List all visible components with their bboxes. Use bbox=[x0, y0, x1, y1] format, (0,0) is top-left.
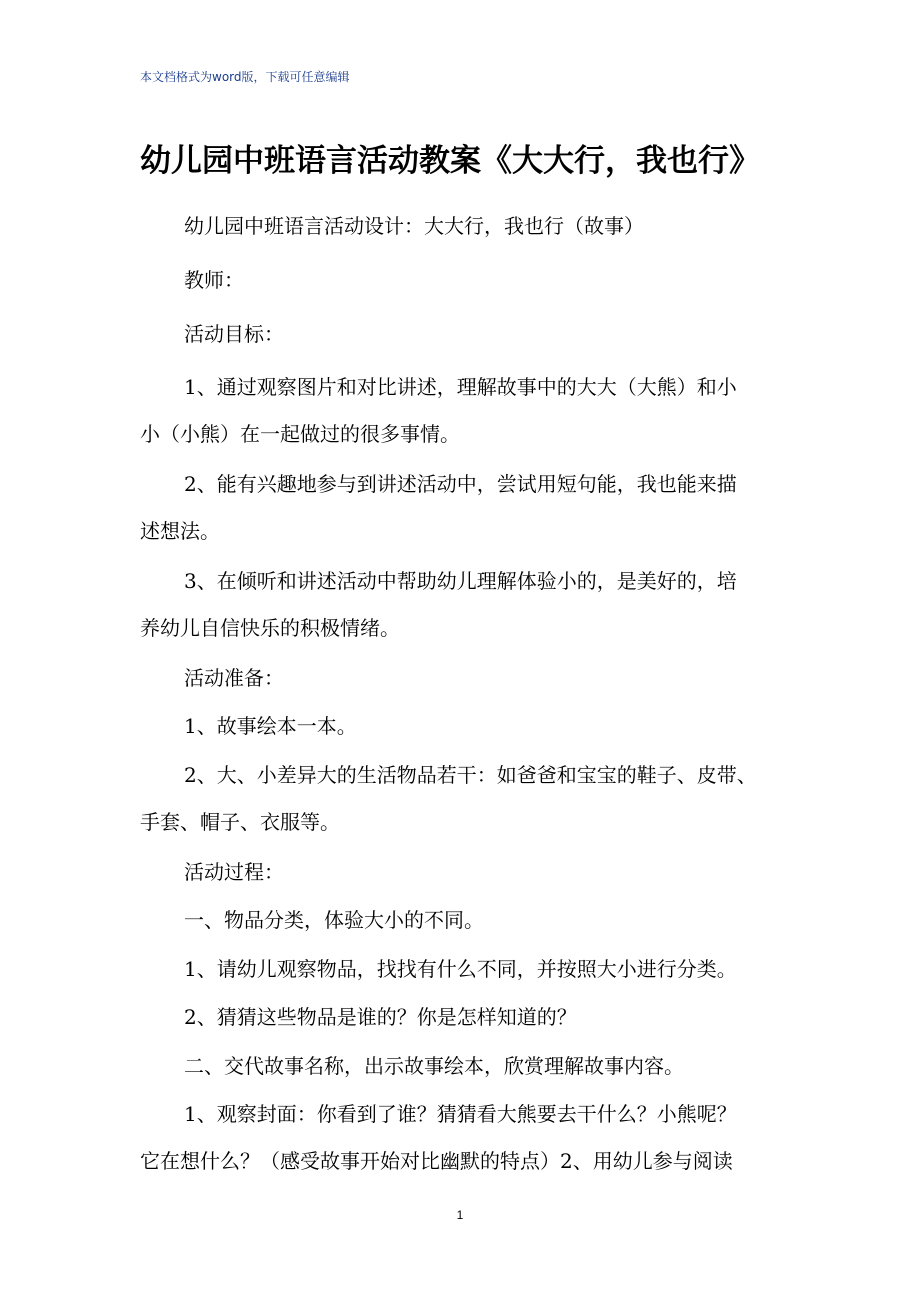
body-paragraph-continued: 小（小熊）在一起做过的很多事情。 bbox=[140, 422, 460, 446]
body-paragraph: 幼儿园中班语言活动设计：大大行，我也行（故事） bbox=[184, 214, 644, 238]
body-paragraph: 3、在倾听和讲述活动中帮助幼儿理解体验小的，是美好的，培 bbox=[184, 569, 737, 593]
body-paragraph: 2、猜猜这些物品是谁的？你是怎样知道的？ bbox=[184, 1005, 577, 1029]
page-number: 1 bbox=[456, 1208, 464, 1222]
body-paragraph-continued: 手套、帽子、衣服等。 bbox=[140, 810, 340, 834]
body-paragraph-continued: 述想法。 bbox=[140, 519, 220, 543]
body-paragraph: 1、通过观察图片和对比讲述，理解故事中的大大（大熊）和小 bbox=[184, 375, 737, 399]
body-paragraph: 1、观察封面：你看到了谁？猜猜看大熊要去干什么？小熊呢？ bbox=[184, 1102, 737, 1126]
document-title: 幼儿园中班语言活动教案《大大行，我也行》 bbox=[140, 143, 760, 179]
body-paragraph-continued: 它在想什么？（感受故事开始对比幽默的特点）2、用幼儿参与阅读 bbox=[140, 1149, 733, 1173]
body-paragraph: 2、能有兴趣地参与到讲述活动中，尝试用短句能，我也能来描 bbox=[184, 472, 737, 496]
section-heading: 活动准备： bbox=[184, 666, 284, 690]
header-note: 本文档格式为word版，下载可任意编辑 bbox=[140, 70, 350, 84]
body-paragraph-continued: 养幼儿自信快乐的积极情绪。 bbox=[140, 616, 400, 640]
section-heading: 活动过程： bbox=[184, 860, 284, 884]
body-paragraph: 一、物品分类，体验大小的不同。 bbox=[184, 908, 484, 932]
body-paragraph: 教师： bbox=[184, 268, 244, 292]
body-paragraph: 2、大、小差异大的生活物品若干：如爸爸和宝宝的鞋子、皮带、 bbox=[184, 763, 757, 787]
body-paragraph: 1、故事绘本一本。 bbox=[184, 714, 357, 738]
body-paragraph: 二、交代故事名称，出示故事绘本，欣赏理解故事内容。 bbox=[184, 1054, 684, 1078]
body-paragraph: 1、请幼儿观察物品，找找有什么不同，并按照大小进行分类。 bbox=[184, 957, 737, 981]
section-heading: 活动目标： bbox=[184, 322, 284, 346]
